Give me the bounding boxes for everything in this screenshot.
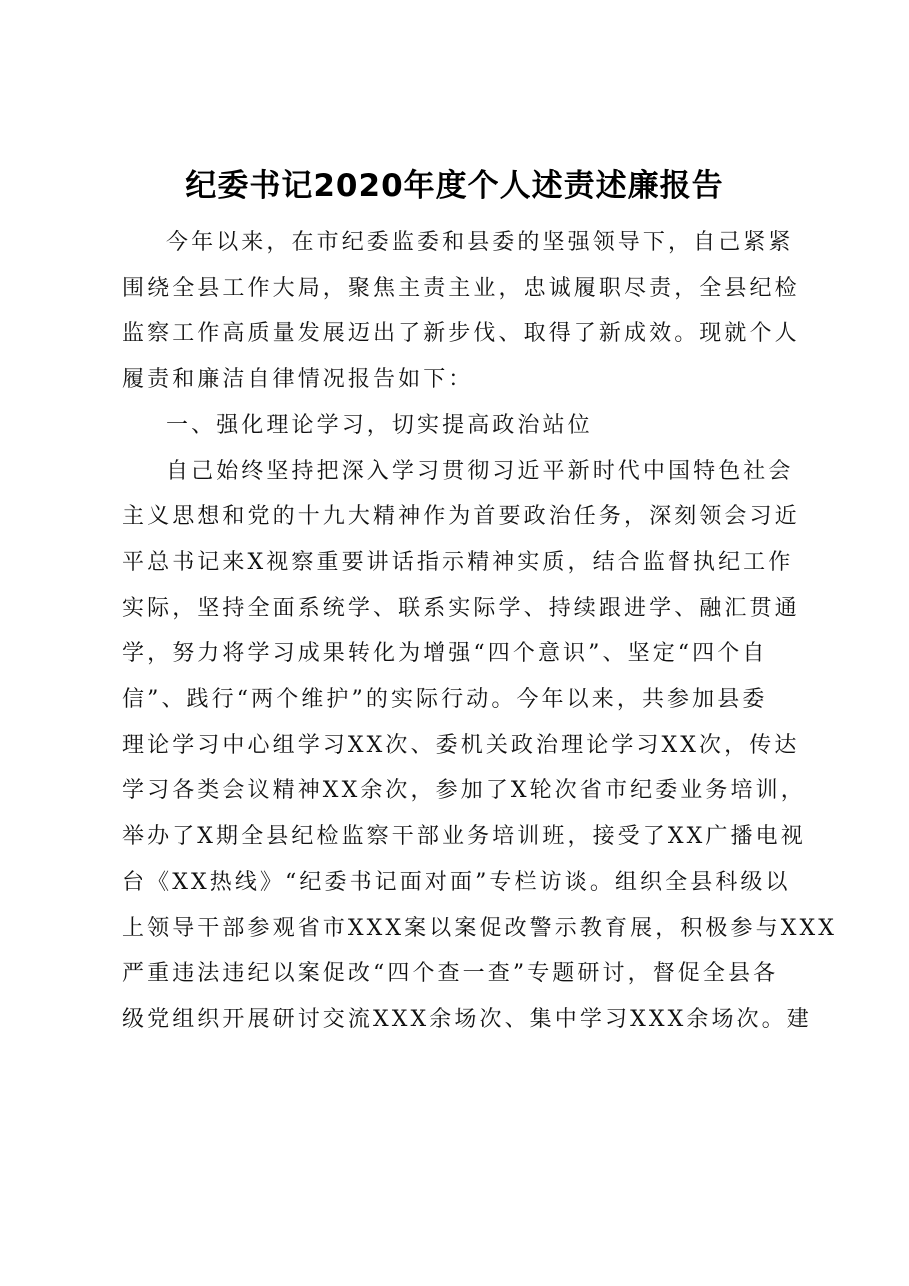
section-heading (122, 403, 800, 449)
document-title: 纪委书记2020年度个人述责述廉报告 (185, 168, 724, 204)
paragraph-line: 上领导干部参观省市XXX案以案促改警示教育展，积极参与XXX (122, 915, 837, 941)
paragraph-intro (122, 220, 800, 403)
paragraph-line: 理论学习中心组学习XX次、委机关政治理论学习XX次，传达 (122, 732, 800, 758)
section-heading-text: 一、强化理论学习，切实提高政治站位 (166, 412, 593, 438)
paragraph-line: 举办了X期全县纪检监察干部业务培训班，接受了XX广播电视 (122, 824, 806, 850)
paragraph-line: 今年以来，在市纪委监委和县委的坚强领导下，自己紧紧 (166, 230, 794, 255)
paragraph-line: 严重违法违纪以案促改“四个查一查”专题研讨，督促全县各 (122, 961, 779, 987)
paragraph-line: 实际，坚持全面系统学、联系实际学、持续跟进学、融汇贯通 (122, 595, 800, 621)
paragraph-line: 监察工作高质量发展迈出了新步伐、取得了新成效。现就个人 (122, 321, 800, 347)
document-body (122, 220, 837, 1043)
paragraph-line: 平总书记来X视察重要讲话指示精神实质，结合监督执纪工作 (122, 549, 794, 575)
paragraph-line: 围绕全县工作大局，聚焦主责主业，忠诚履职尽责，全县纪检 (122, 275, 800, 301)
paragraph-line: 级党组织开展研讨交流XXX余场次、集中学习XXX余场次。建 (122, 1006, 812, 1032)
paragraph-line: 主义思想和党的十九大精神作为首要政治任务，深刻领会习近 (122, 504, 800, 530)
paragraph-line: 自己始终坚持把深入学习贯彻习近平新时代中国特色社会 (166, 458, 794, 484)
paragraph-line: 台《XX热线》“纪委书记面对面”专栏访谈。组织全县科级以 (122, 869, 791, 895)
paragraph-study (122, 449, 837, 1043)
paragraph-line: 学，努力将学习成果转化为增强“四个意识”、坚定“四个自 (122, 641, 768, 667)
paragraph-line: 信”、践行“两个维护”的实际行动。今年以来，共参加县委 (122, 687, 768, 713)
paragraph-line: 履责和廉洁自律情况报告如下： (122, 367, 474, 393)
paragraph-line: 学习各类会议精神XX余次，参加了X轮次省市纪委业务培训， (122, 778, 806, 804)
